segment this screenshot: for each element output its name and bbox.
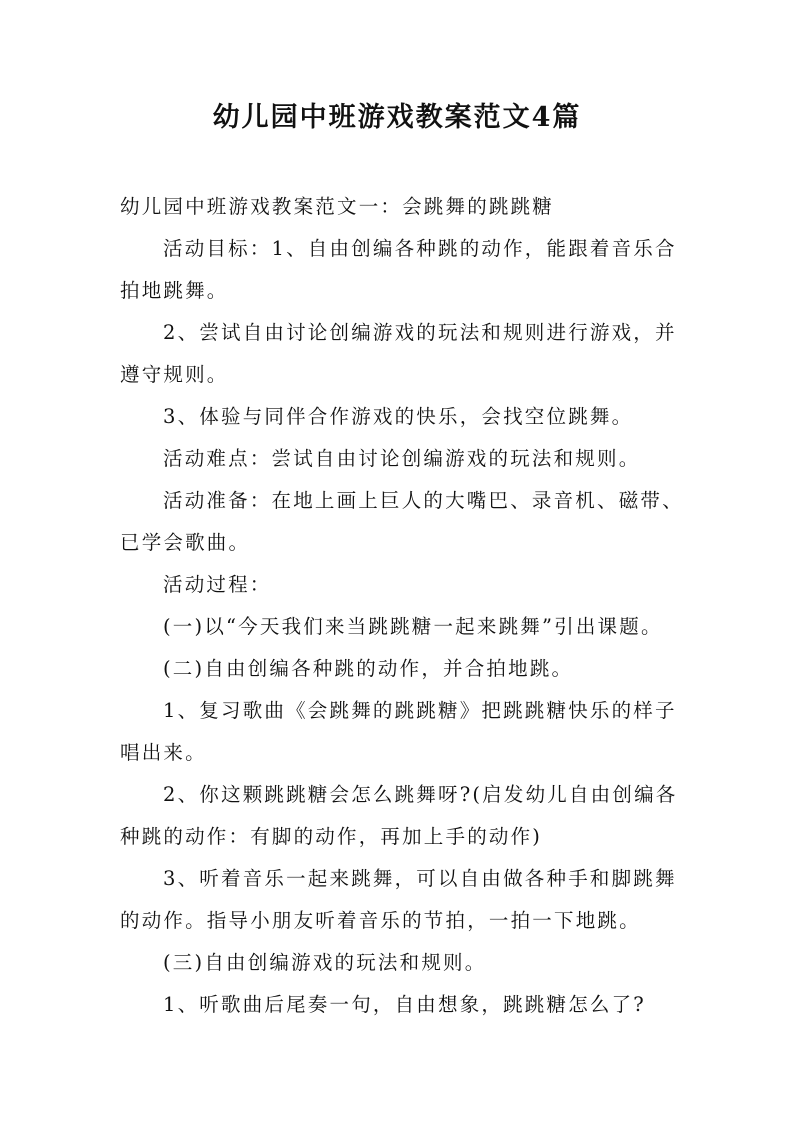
paragraph: 2、尝试自由讨论创编游戏的玩法和规则进行游戏，并遵守规则。 <box>120 321 677 386</box>
paragraph: 活动准备：在地上画上巨人的大嘴巴、录音机、磁带、已学会歌曲。 <box>120 489 684 554</box>
paragraph: (三)自由创编游戏的玩法和规则。 <box>163 951 487 974</box>
paragraph: 2、你这颗跳跳糖会怎么跳舞呀?(启发幼儿自由创编各种跳的动作：有脚的动作，再加上手的动作) <box>120 783 678 848</box>
paragraph: 1、听歌曲后尾奏一句，自由想象，跳跳糖怎么了? <box>163 993 646 1016</box>
paragraph: 活动难点：尝试自由讨论创编游戏的玩法和规则。 <box>163 447 641 470</box>
paragraph: 活动过程： <box>163 573 272 596</box>
paragraph: 3、听着音乐一起来跳舞，可以自由做各种手和脚跳舞的动作。指导小朋友听着音乐的节拍，一拍一下地跳。 <box>120 867 677 932</box>
paragraph: 1、复习歌曲《会跳舞的跳跳糖》把跳跳糖快乐的样子唱出来。 <box>120 699 677 764</box>
document-body <box>120 186 686 1026</box>
document-title: 幼儿园中班游戏教案范文4篇 <box>212 102 582 133</box>
paragraph: 3、体验与同伴合作游戏的快乐，会找空位跳舞。 <box>163 405 634 428</box>
paragraph: 活动目标：1、自由创编各种跳的动作，能跟着音乐合拍地跳舞。 <box>120 237 677 302</box>
section-heading: 幼儿园中班游戏教案范文一：会跳舞的跳跳糖 <box>120 195 555 218</box>
paragraph: (二)自由创编各种跳的动作，并合拍地跳。 <box>163 657 574 680</box>
paragraph: (一)以“今天我们来当跳跳糖一起来跳舞”引出课题。 <box>163 615 663 638</box>
